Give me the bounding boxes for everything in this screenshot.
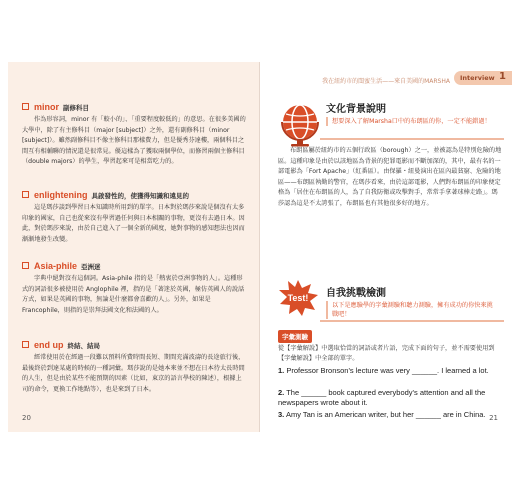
culture-section-subtitle: 想要深入了解Marsha口中的布朗區的你，一定不能錯過！ <box>326 117 498 126</box>
section-divider <box>320 320 504 322</box>
checkbox-square-icon <box>22 103 29 110</box>
quiz-question <box>278 410 504 420</box>
entry-title <box>22 190 246 200</box>
entry-title <box>22 261 246 271</box>
test-burst-icon <box>278 280 318 316</box>
entry-title <box>22 340 246 350</box>
quiz-question <box>278 366 504 376</box>
entry-gloss: 終結、結局 <box>67 342 100 350</box>
question-number: 3. <box>278 410 285 419</box>
test-section-heading <box>326 284 498 319</box>
culture-section-heading <box>326 100 498 126</box>
entry-term: minor <box>34 102 60 112</box>
culture-section-body: 布朗區屬於紐約市的五個行政區（borough）之一，並被認為是特別危險的地區。這種印象是由於以該地區為背景的犯罪電影而不斷加深的，其中，最有名的一部電影為「Fort Apache」（紅番區）。由保羅・紐曼演出在區內最貧窮、危險的地區——布朗區執勤的警官，在瑪莎看來，由於這部電影，人們對布朗區的印象便定格為「居住在布朗區的人，為了自我防衛或攻擊對手，常常手拿著球棒走路」。瑪莎認為這是不太誇張了，布朗區也有其他很多好的地方。 <box>278 147 502 207</box>
page-number: 21 <box>489 414 498 422</box>
quiz-instruction: 從【字彙解說】中選取恰當的詞語或者片語，完成下面的句子，並不需要使用到【字彙解說】中全部的單字。 <box>278 345 495 362</box>
vocab-entry-asia-phile <box>22 261 246 316</box>
entry-gloss: 亞洲迷 <box>81 263 101 271</box>
interview-badge <box>454 71 512 85</box>
vocab-entry-end-up <box>22 340 246 395</box>
question-text: Amy Tan is an American writer, but her ______ are in China. <box>285 410 486 419</box>
quiz-tag: 字彙測驗 <box>278 330 312 343</box>
running-header: 我在紐約市的閨蜜生活——來自美國的MARSHA <box>322 78 450 85</box>
entry-body: 字典中絕對沒有這個詞。Asia-phile 指的是「熱衷於亞洲事物的人」。這種形式的詞語很多被使用於 Anglophile 裡，指的是「著迷於英國，極仿英國人的說話方式，如果是英國的事物，無論是什麼都會喜歡的人」。另外，如果是 Francophile，則指的是崇拜法國文化和法國的人。 <box>22 275 245 314</box>
badge-number: 1 <box>499 71 506 82</box>
entry-title <box>22 102 246 112</box>
culture-section-title: 文化背景說明 <box>326 104 386 115</box>
entry-term: Asia-phile <box>34 261 78 271</box>
checkbox-square-icon <box>22 341 29 348</box>
globe-icon <box>276 100 324 148</box>
left-page <box>8 62 260 432</box>
entry-term: end up <box>34 340 64 350</box>
quiz-question <box>278 388 504 408</box>
entry-term: enlightening <box>34 190 88 200</box>
test-section-title: 自我挑戰檢測 <box>326 288 386 299</box>
entry-body: 經常使用於在經過一段難以預料所費時間長短、期間充滿波濤的長途旅行後，最後終於到達某處的時候的一種詞彙。瑪莎說的是她本來並不想在日本待太長時間的人生，但是由於某些不能預期的因素（比如，東京的語言學校的陳述），根據上司的命令，更換工作地點等），也是來到了日本。 <box>22 354 245 393</box>
book-spread <box>8 62 512 432</box>
question-text: Professor Bronson's lecture was very ______. I learned a lot. <box>286 366 489 375</box>
test-section-subtitle: 以下是應驗學的字彙測驗和聽力測驗，擁有成功的你快來挑戰吧！ <box>326 301 498 319</box>
page-number: 20 <box>22 414 31 422</box>
entry-body: 這是瑪莎談到學習日本知識時所用到的單字。日本對於瑪莎來說是個沒有太多印象的國家，自己也從來沒有學習過任何與日本相關的事物，更沒有去過日本。因此，對於瑪莎來說，由於自己進入了一個全新的國度，她對事物的感知想法也因而漸漸地發生改變。 <box>22 204 245 243</box>
right-page <box>260 62 512 432</box>
entry-gloss: 具啟發性的，使獲得知識和遠見的 <box>91 192 189 200</box>
section-divider <box>320 138 504 140</box>
badge-label: Interview <box>460 74 495 82</box>
test-label: Test! <box>287 293 309 303</box>
vocab-entry-minor <box>22 102 246 168</box>
entry-body: 作為形容詞，minor 有「較小的」、「重要程度較低的」的意思。在很多美國的大學中，除了有主修科目（major [subject]）之外，還有副修科目（minor [subject]）。雖然副修科目不像主修科目那樣費力，但是優秀芬達樓，兩個科目之間互有相輔聯的情況還是很常見。優這樣為了獲取兩個學位，而修習兩個主修科目（double majors）的學生，學習起來可是相當吃力的。 <box>22 116 246 165</box>
question-number: 2. <box>278 388 285 397</box>
checkbox-square-icon <box>22 191 29 198</box>
question-text: The ______ book captured everybody's attention and all the newspapers wrote about it. <box>278 388 486 407</box>
checkbox-square-icon <box>22 262 29 269</box>
question-number: 1. <box>278 366 285 375</box>
vocab-entry-enlightening <box>22 190 246 245</box>
entry-gloss: 副修科目 <box>63 104 90 112</box>
